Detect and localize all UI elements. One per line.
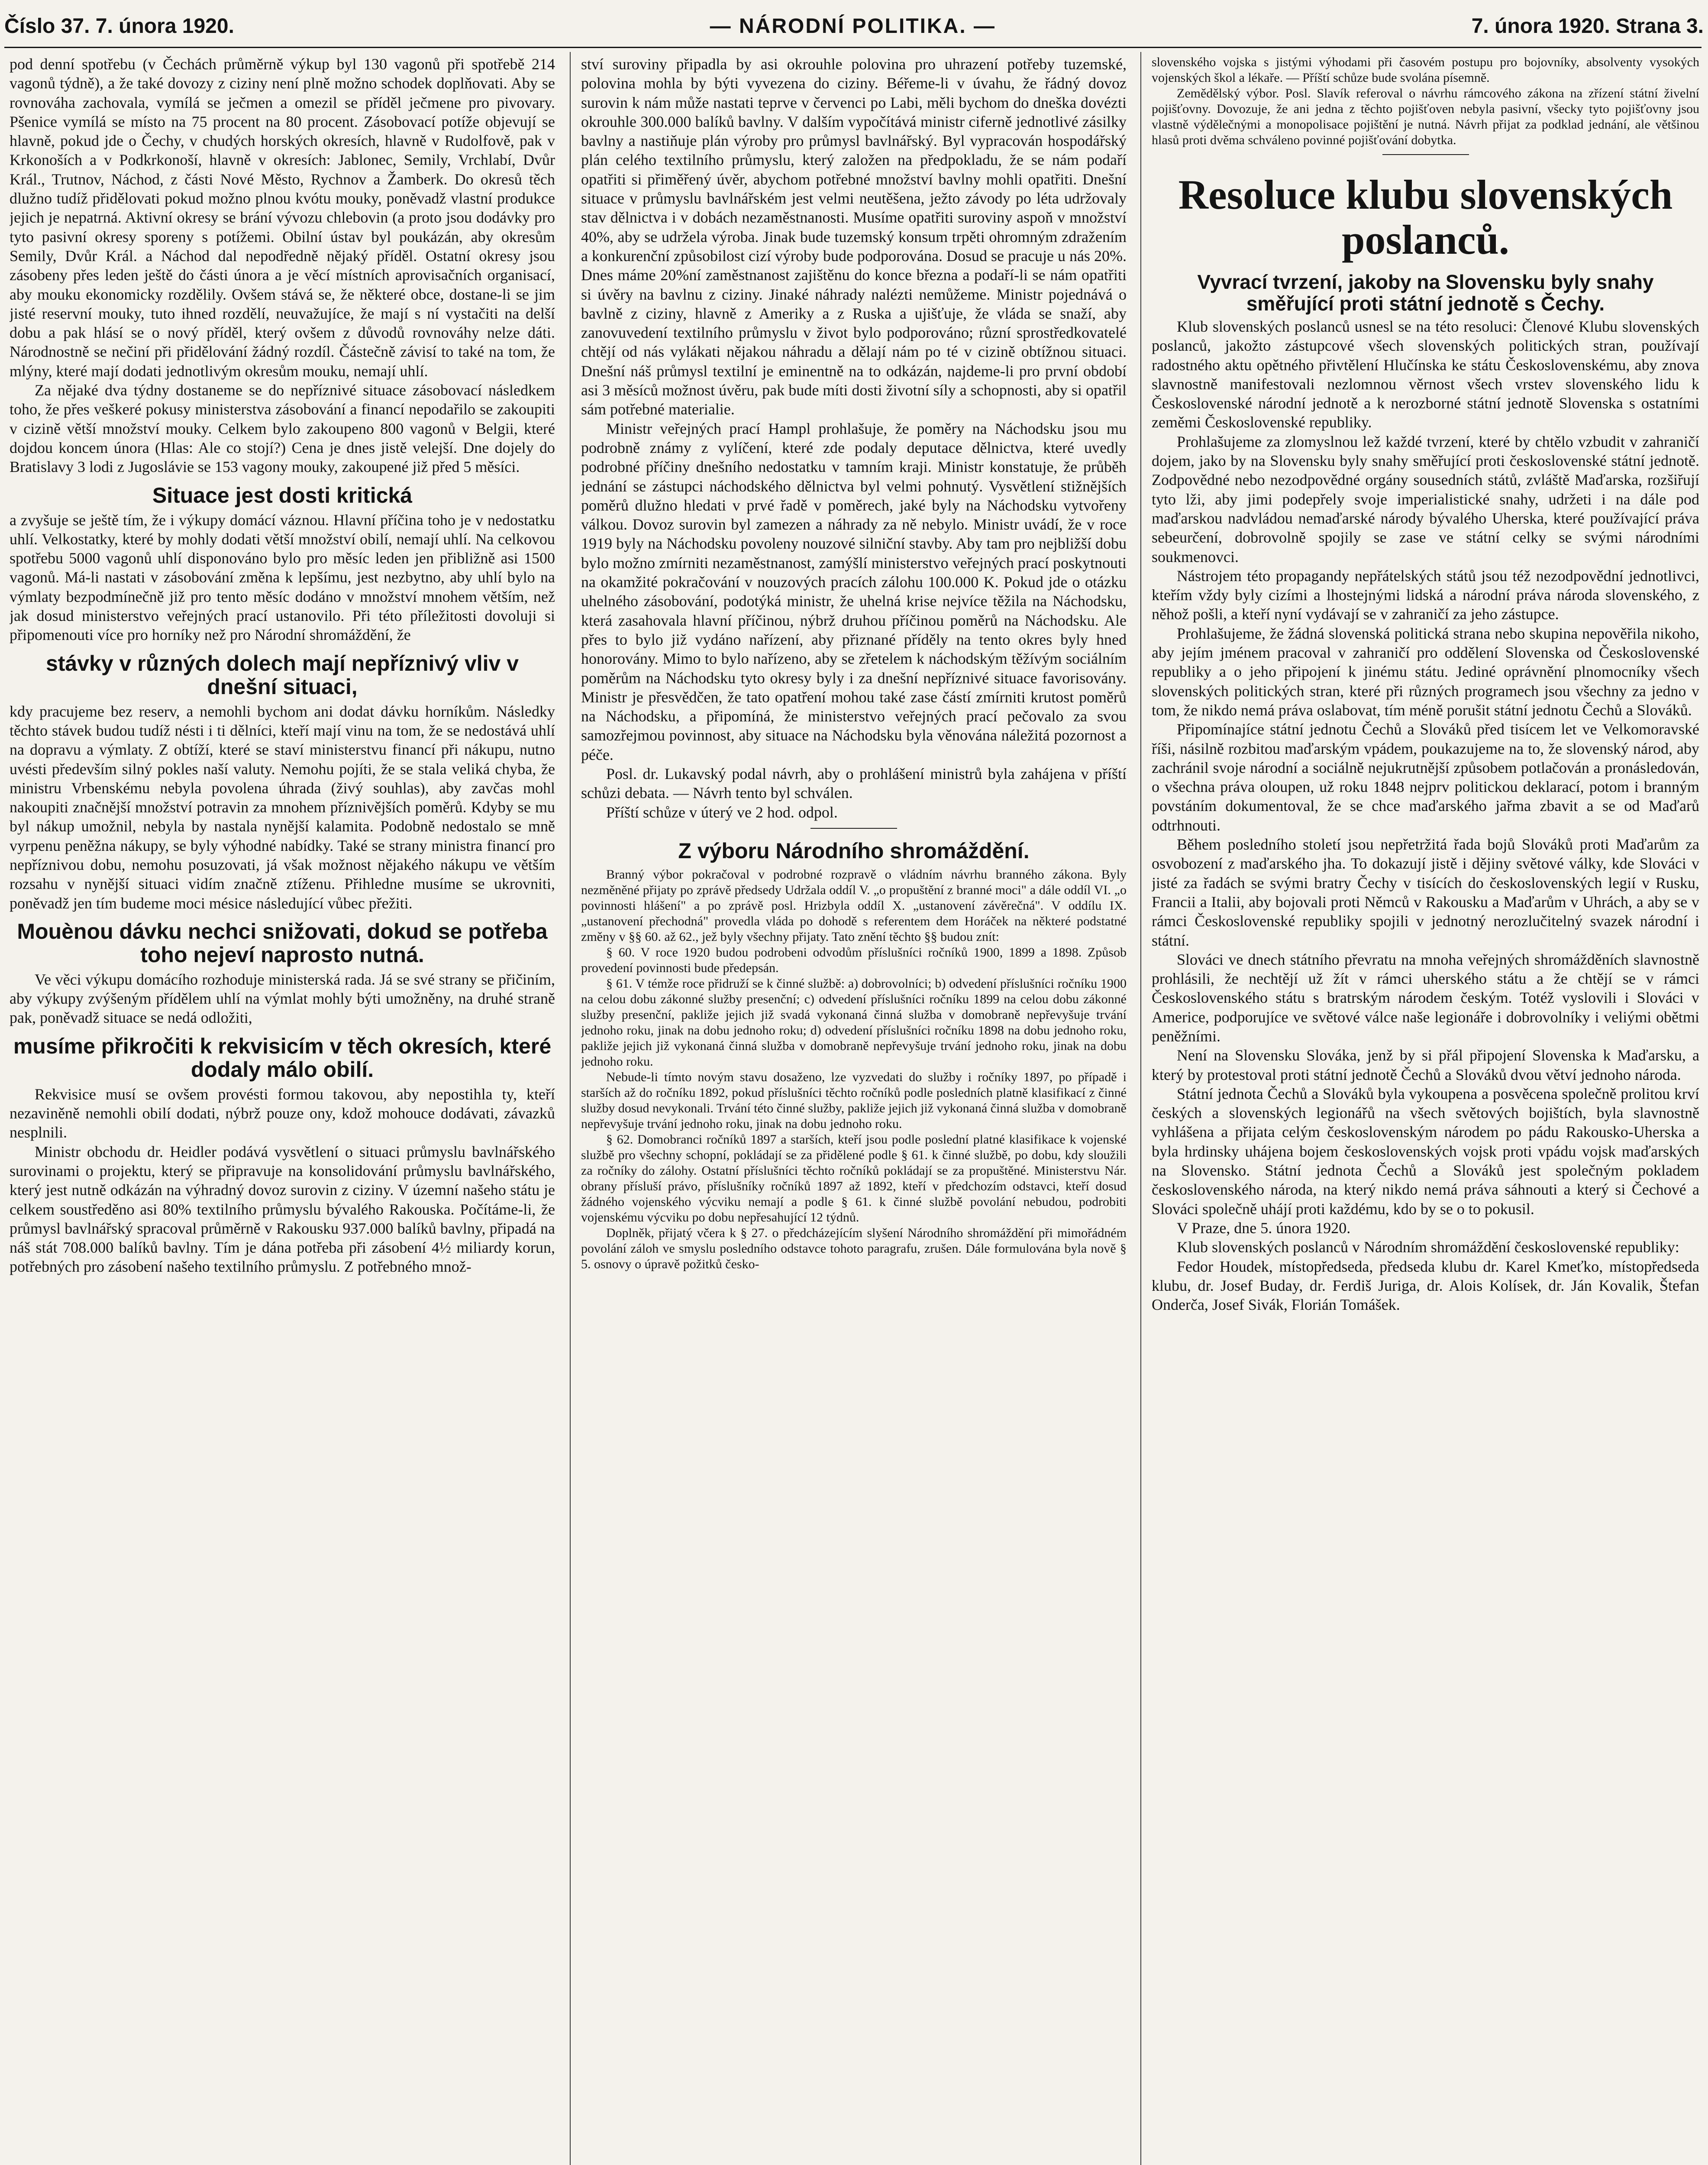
article-paragraph: pod denní spotřebu (v Čechách průměrně výkup byl 130 vagonů při spotřebě 214 vagonů týdně), a že také dovozy z ciziny není plně možno schodek doplňovati. Aby se rovnováha zachovala, vymílá se ječmen a omezil se příděl ječmene pro pivovary. Pšenice vymílá se místo na 75 procent na 80 procent. Zásobovací potíže objevují se hlavně, pokud jde o Čechy, v chudých horských okresích, hlavně v Rudolfově, pak v Krkonoších a v Podkrkonoší, hlavně v okresích: Jablonec, Semily, Vrchlabí, Dvůr Král., Trutnov, Náchod, z části Nové Město, Rychnov a Žamberk. Do okresů těch dlužno tudíž přidělovati pokud možno plnou kvótu mouky, poněvadž vlastní produkce jejich je nepatrná. Aktivní okresy se brání vývozu chlebovin (a proto jsou dodávky pro tyto pasivní okresy sporeny s potížemi. Obilní ústav byl poukázán, aby okresům Semily, Dvůr Král. a Náchod dal nepodředně nějaký příděl. Ostatní okresy jsou zásobeny přes leden ještě do části února a je věcí místních aprovisačních organisací, aby mouku ekonomicky rozdělily. Ovšem stává se, že některé obce, dostane-li se jim jisté reservní mouky, tuto ihned rozdělí, neuvažujíce, že mají s ní vystačiti na delší dobu a pak hlásí se o nový příděl, který ovšem z důvodů rovnováhy nelze dáti. Národnostně se nečiní při přidělování žádný rozdíl. Částečně závisí to také na tom, že mlýny, které mají dodati jednotlivým okresům mouku, nemají uhlí. [10, 55, 555, 380]
column-2 [581, 55, 1127, 2165]
section-divider [810, 828, 897, 829]
article-paragraph: Ministr obchodu dr. Heidler podává vysvětlení o situaci průmyslu bavlnářského surovinami o projektu, který se připravuje na konsolidování průmyslu bavlnářského, který jest nutně odkázán na výhradný dovoz surovin z ciziny. V územní našeho státu je celkem soustředěno asi 80% textilního průmyslu bývalého Rakouska. Počítáme-li, že průmysl bavlnářský spracoval průměrně v Rakousku 937.000 balíků bavlny, připadá na náš stát 708.000 balíků bavlny. Tím je dána potřeba při zásobení 4½ miliardy korun, potřebných pro zásobení našeho textilního průmyslu. Z potřebného množ- [10, 1143, 555, 1276]
article-paragraph: ství suroviny připadla by asi okrouhle polovina pro uhrazení potřeby tuzemské, polovina mohla by býti vyvezena do ciziny. Béřeme-li v úvahu, že řádný dovoz surovin k nám může nastati teprve v červenci po Labi, měli bychom do dneška dovézti okrouhle 300.000 balíků bavlny. V dalším vypočítává ministr ciferně jednotlivé zásilky bavlny a nastiňuje plán výroby pro průmysl bavlnářský. Byl vypracován hospodářský plán celého textilního průmyslu, který založen na předpokladu, že se nám podaří opatřiti si přiměřený úvěr, abychom potřebné množství bavlny mohli opatřiti. Dnešní situace v průmyslu bavlnářském jest velmi neutěšena, ježto závody po léta udržovaly stav dělnictva i v dobách nezaměstnanosti. Musíme opatřiti suroviny aspoň v množství 40%, aby se udržela výroba. Jinak bude tuzemský konsum trpěti ohromným zdražením a konkurenční způsobilost cizí výroby bude podporována. Dosud se pracuje u nás 20%. Dnes máme 20%ní zaměstnanost zajištěnu do konce března a podaří-li se nám opatřiti si úvěry na bavlnu z ciziny. Jinaké náhrady nalézti nemůžeme. Ministr pojednává o bavlně z ciziny, hlavně z Ameriky a z Ruska a ujišťuje, že vláda se snaží, aby zanovuvedení textilního průmyslu v život bylo podporováno; různí sprostředkovatelé chtějí od nás vylákati nějakou náhradu a dělají nám po té v cizině obtížnou situaci. Dnešní náš průmysl textilní je eminentně na to odkázán, najdeme-li pro první období asi 3 měsíců možnost úvěru, pak bude míti dosti životní síly a schopnosti, aby si opatřil sám potřebné materialie. [581, 55, 1127, 418]
article-paragraph: Klub slovenských poslanců v Národním shromáždění československé republiky: [1177, 1238, 1679, 1256]
article-paragraph: kdy pracujeme bez reserv, a nemohli bychom ani dodat dávku horníkům. Následky těchto stávek budou tudíž nésti i ti dělníci, kteří mají vinu na tom, že se nedostává uhlí na dopravu a výmlaty. Z obtíží, které se staví ministerstvu financí při nákupu, nutno uvésti především silný pokles naší valuty. Nemohu pojíti, že se stala veliká chyba, že ministru Vrbenskému nebyla povolena úhrada (živý souhlas), aby zavčas mohl nakoupiti značnější množství potravin za mnohem příznivějších poměrů. Kdyby se mu byl nákup umožnil, nebyla by nastala nynější kalamita. Podobně nedostalo se mně vyrpenu peněžna nákupy, se byly výhodné nabídky. Také se strany ministra financí pro nepříznivou dobu, nemohu posuzovati, já však možnost nějakého nákupu ve větším rozsahu v nynější situaci vidím značně ztíženu. Přihledne musíme se ukrovniti, poněvadž jen tím budeme moci mésice následující vůbec přežiti. [10, 702, 555, 912]
page-header [4, 0, 1704, 52]
article-paragraph: Nebude-li tímto novým stavu dosaženo, lze vyzvedati do služby i ročníky 1897, po případě i starších až do ročníku 1892, pokud příslušníci těchto ročníků podle posledních platně klasifikací z činné služby dosud nevykonali. Trvání této činné služby, pakliže jejich již vykonaná činná služba v domobraně nepřevyšuje trvání jednoho roku, jinak na dobu jednoho roku. [581, 1070, 1127, 1131]
article-paragraph: Prohlašujeme, že žádná slovenská politická strana nebo skupina nepověřila nikoho, aby jejím jménem pracoval v zahraničí pro oddělení Slovenska od Československé republiky a o jeho připojení k jinému státu. Jediné oprávnění plnomocníky všech slovenských politických stran, které při různých programech jsou všechny za jedno v tom, že nikdo nemá práva oslabovat, tím méně porušit státní jednotu Čechů a Slováků. [1152, 624, 1699, 719]
column-divider [570, 52, 571, 2165]
subheading: musíme přikročiti k rekvisicím v těch okresích, které dodaly málo obilí. [13, 1034, 552, 1082]
article-paragraph: slovenského vojska s jistými výhodami při časovém postupu pro bojovníky, absolventy vysokých vojenských škol a lékaře. — Příští schůze bude svolána písemně. [1152, 55, 1699, 85]
article-paragraph: Zemědělský výbor. Posl. Slavík referoval o návrhu rámcového zákona na zřízení státní živelní pojišťovny. Dovozuje, že ani jedna z těchto pojišťoven nebyla pasivní, všecky tyto pojišťovny jsou vlastně výdělečnými a monopolisace pojištění je nutná. Návrh přijat za podklad jednání, ale většinou hlasů proti dvěma schváleno povinné pojišťování dobytka. [1152, 86, 1699, 147]
article-paragraph: Připomínajíce státní jednotu Čechů a Slováků před tisícem let ve Velkomoravské říši, násilně rozbitou maďarským vpádem, poukazujeme na to, že slovenský národ, aby zachránil svoje národní a sociálně nejukrutnější způsobem potlačován a pronásledován, o všechna práva oloupen, už roku 1848 nejprv politickou deklarací, potom i branným povstáním dokumentoval, že se chce maďarského jařma zbavit a se od Maďarů odtrhnouti. [1152, 721, 1699, 834]
article-paragraph: Prohlašujeme za zlomyslnou lež každé tvrzení, které by chtělo vzbudit v zahraničí dojem, jako by na Slovensku byly snahy směřující proti československé státní jednotě. Zodpovědné nebo nezodpovědné orgány sousedních států, zvláště Maďarska, rozšiřují tyto lži, aby jimi podepřely svoje imperialistické snahy, udržeti i na dále pod maďarskou nadvládou nemaďarské národy bývalého Uherska, které používající práva sebeurčení, dobrovolně spojily se zase ve státní celky se svými národními soukmenovci. [1152, 433, 1699, 565]
article-paragraph: Státní jednota Čechů a Slováků byla vykoupena a posvěcena společně prolitou krví českých a slovenských legionářů na všech světových bojištích, byla slavnostně vyhlášena a přijata celým československým národem po pádu Rakousko-Uherska a byla hrdinsky uhájena bojem československých vojsk proti vpádu vojsk maďarských na Slovensko. Státní jednota Čechů a Slováků jest společným pokladem československého národa, na který nikdo nemá práva sáhnouti a který si Čechové a Slováci společně uhájí proti každému, kdo by se o to pokusil. [1152, 1085, 1699, 1218]
article-paragraph: Doplněk, přijatý včera k § 27. o předcházejícím slyšení Národního shromáždění při mimořádném povolání záloh ve smyslu posledního odstavce tohoto paragrafu, zrušen. Dále formulována byla nově § 5. osnovy o úpravě požitků česko- [581, 1225, 1127, 1271]
article-paragraph: Slováci ve dnech státního převratu na mnoha veřejných shromážděních slavnostně prohlásili, že nechtějí už žít v rámci uherského státu a že chtějí se v rámci Československého státu s bratrským národem českým. Totéž vyslovili i Slováci v Americe, podporujíce ve světové válce naše legionáře i dobrovolníky i veliými obětmi peněžními. [1152, 950, 1699, 1045]
column-1 [10, 55, 555, 2165]
article-paragraph: Příští schůze v úterý ve 2 hod. odpol. [606, 803, 838, 821]
newspaper-title: — NÁRODNÍ POLITIKA. — [710, 14, 996, 38]
article-paragraph: Během posledního století jsou nepřetržitá řada bojů Slováků proti Maďarům za osvobození z maďarského jha. To dokazují jistě i dějiny světové války, kde Slováci v jisté za řadách se svými bratry Čechy v tisících do československých legií v Rusku, Francii a Italii, aby bojovali proti Němců v Rakousku a Maďarům v Uhrách, a aby se v rámci Československé republiky spojili v jednotný nerozlučitelný svazek národní i státní. [1152, 836, 1699, 949]
section-divider [1382, 154, 1469, 155]
column-divider [1140, 52, 1141, 2165]
column-3 [1152, 55, 1699, 2165]
article-paragraph: § 60. V roce 1920 budou podrobeni odvodům příslušníci ročníků 1900, 1899 a 1898. Způsob provedení povinnosti bude předepsán. [581, 945, 1127, 975]
article-paragraph: Rekvisice musí se ovšem provésti formou takovou, aby nepostihla ty, kteří nezaviněně nemohli obilí dodati, nýbrž pouze ony, kdož mohouce dodávati, závazků nesplnili. [10, 1085, 555, 1141]
article-paragraph: § 62. Domobranci ročníků 1897 a starších, kteří jsou podle poslední platné klasifikace k vojenské službě pro všechny schopní, pokládají se za přidělené podle § 61. k činné službě, po dobu, kdy sloužili za ročníky do zálohy. Ostatní příslušníci těchto ročníků pokládají se za propuštěné. Ministerstvu Nár. obrany přísluší právo, příslušníky ročníků 1897 až 1892, kteří v předchozím odstavci, kteří dosud žádného vojenského výcviku nemají a podle § 61. k činné službě povolání nebudou, podrobiti vojenskému výcviku po dobu nepřesahující 12 týdnů. [581, 1132, 1127, 1225]
article-paragraph: Není na Slovensku Slováka, jenž by si přál připojení Slovenska k Maďarsku, a který by protestoval proti státní jednotě Čechů a Slováků dvou větví jednoho národa. [1152, 1047, 1699, 1083]
page-number: 7. února 1920. Strana 3. [1471, 14, 1704, 38]
subheading: Situace jest dosti kritická [152, 483, 413, 507]
article-headline: Resoluce klubu slovenských poslanců. [1178, 171, 1673, 263]
subheading: stávky v různých dolech mají nepříznivý vliv v dnešní situaci, [45, 651, 519, 699]
article-paragraph: Branný výbor pokračoval v podrobné rozpravě o vládním návrhu branného zákona. Byly nezměněné přijaty po zprávě předsedy Udržala oddíl V. „o propuštění z branné moci" a dále oddíl VI. „o povinnosti hlášení" a po zprávě posl. Hrizbyla oddíl X. „ustanovení závěrečná". V oddílu IX. „ustanovení přechodná" provedla vláda po dohodě s referentem dem Horáček na některé podstatné změny v §§ 60. až 62., jež byly všechny přijaty. Tato znění těchto §§ budou znít: [581, 867, 1127, 944]
article-subheadline: Vyvrací tvrzení, jakoby na Slovensku byly snahy směřující proti státní jednotě s Čechy. [1197, 271, 1654, 315]
article-paragraph: V Praze, dne 5. února 1920. [1177, 1219, 1351, 1237]
article-paragraph: Nástrojem této propagandy nepřátelských států jsou též nezodpovědní jednotlivci, kteřím vždy byly cizími a lhostejnými lidská a národní práva národa slovenského, z něhož pošli, a kteří nyní vydávají se v zahraničí za jeho zástupce. [1152, 567, 1699, 623]
signatories: Fedor Houdek, místopředseda, předseda klubu dr. Karel Kmeťko, místopředseda klubu, dr. Josef Buday, dr. Ferdiš Juriga, dr. Alois Kolísek, dr. Ján Kovalik, Štefan Onderča, Josef Sivák, Florián Tomášek. [1152, 1257, 1699, 1314]
article-paragraph: Ve věci výkupu domácího rozhoduje ministerská rada. Já se své strany se přičiním, aby výkupy zvýšeným přídělem uhlí na výmlat mohly býti umožněny, na druhé straně pak, poněvadž situace se nedá odložiti, [10, 970, 555, 1027]
article-paragraph: Za nějaké dva týdny dostaneme se do nepříznivé situace zásobovací následkem toho, že přes veškeré pokusy ministerstva zásobování a financí nepodařilo se zakoupiti v cizině větší množství mouky. Celkem bylo zakoupeno 800 vagonů v Belgii, které dojdou koncem února (Hlas: Ale co stojí?) Cena je dnes jistě velejší. Dne dojely do Bratislavy 3 lodi z Jugoslávie se 153 vagony mouky, zakoupené již před 5 měsíci. [10, 381, 555, 476]
issue-date: Číslo 37. 7. února 1920. [4, 14, 234, 38]
article-paragraph: § 61. V témže roce přidruží se k činné službě: a) dobrovolníci; b) odvedení příslušníci ročníku 1900 na celou dobu zákonné služby presenční; c) odvedení příslušníci ročníku 1899 na celou dobu zákonné služby presenční, pakliže jejich již svadá vykonaná činná služba v domobraně nepřevyšuje trvání jednoho roku, jinak na dobu jednoho roku; d) odvedení příslušníci ročníku 1898 na dobu jednoho roku, pakliže jejich již vykonaná činná služba v domobraně nepřevyšuje trvání jednoho roku, jinak na dobu jednoho roku. [581, 976, 1127, 1069]
section-heading: Z výboru Národního shromáždění. [678, 838, 1030, 863]
article-paragraph: Ministr veřejných prací Hampl prohlašuje, že poměry na Náchodsku jsou mu podrobně známy z vylíčení, které zde podaly deputace dělnictva, které uvedly podrobné příčiny dnešního nedostatku v tamním kraji. Ministr konstatuje, že průběh jednání se zástupci náchodského dělnictva byl velmi pohnutý. Vysvětlení stižnějších poměrů dlužno hledati v prvé řadě v poměrech, jaké byly na Náchodsku vytvořeny válkou. Dovoz surovin byl zamezen a náhrady za ně nebylo. Ministr uvádí, že v roce 1919 byly na Náchodsku povoleny nouzové silniční stavby. Aby tam pro nejbližší dobu bylo možno zmírniti nezaměstnanost, zamýšlí ministerstvo veřejných prací poskytnouti na okamžité pokračování v nouzových pracích zálohu 100.000 K. Pokud jde o otázku uhelného zásobování, podotýká ministr, že uhelná krise nejvíce těžila na Náchodsku, která zasahovala hlavní příčinou, nýbrž druhou příčinou poměrů na Náchodsku. Ale přes to bylo již vydáno nařízení, aby přiznané příděly na tento okres byly hned honorovány. Mimo to bylo nařízeno, aby se zřetelem k náchodským těžívým sociálním poměrům na Náchodsku tyto okresy byly i za dnešní nepříznivé situace favorisovány. Ministr je přesvědčen, že tato opatření mohou také zase částí zmírniti krutost poměrů na Náchodsku, a připomíná, že ministerstvo veřejných prací pečovalo za svou samozřejmou povinnost, aby situace na Náchodsku byla věnována náležitá pozornost a péče. [581, 420, 1127, 763]
article-paragraph: a zvyšuje se ještě tím, že i výkupy domácí váznou. Hlavní příčina toho je v nedostatku uhlí. Velkostatky, které by mohly dodati větší množství obilí, nemají uhlí. Na celkovou spotřebu 5000 vagonů uhlí disponováno bylo pro měsíc leden jen přibližně asi 1500 vagonů. Má-li nastati v zásobování změna k lepšímu, jest nezbytno, aby uhlí bylo na výmlaty bezpodmínečně již pro tento měsíc dodáno v množství mnohem větším, než jak dosud ministerstvo veřejných prací ustanovilo. Při této příležitosti dovoluji si připomenouti více pro horníky než pro Národní shromáždění, že [10, 511, 555, 644]
header-rule [4, 47, 1702, 48]
article-paragraph: Klub slovenských poslanců usnesl se na této resoluci: Členové Klubu slovenských poslanců, jakožto zástupcové všech slovenských politických stran, používají radostného aktu opětného přivtělení Hlučínska ke státu Československému, aby znova slavnostně manifestovali nezlomnou věrnost všech vrstev slovenského lidu k Československé národní jednotě a k nerozborné státní jednotě Slovenska s ostatními zeměmi Československé republiky. [1152, 318, 1699, 431]
article-paragraph: Posl. dr. Lukavský podal návrh, aby o prohlášení ministrů byla zahájena v příští schůzi debata. — Návrh tento byl schválen. [581, 765, 1127, 802]
subheading: Mouènou dávku nechci snižovati, dokud se potřeba toho nejeví naprosto nutná. [17, 919, 548, 967]
